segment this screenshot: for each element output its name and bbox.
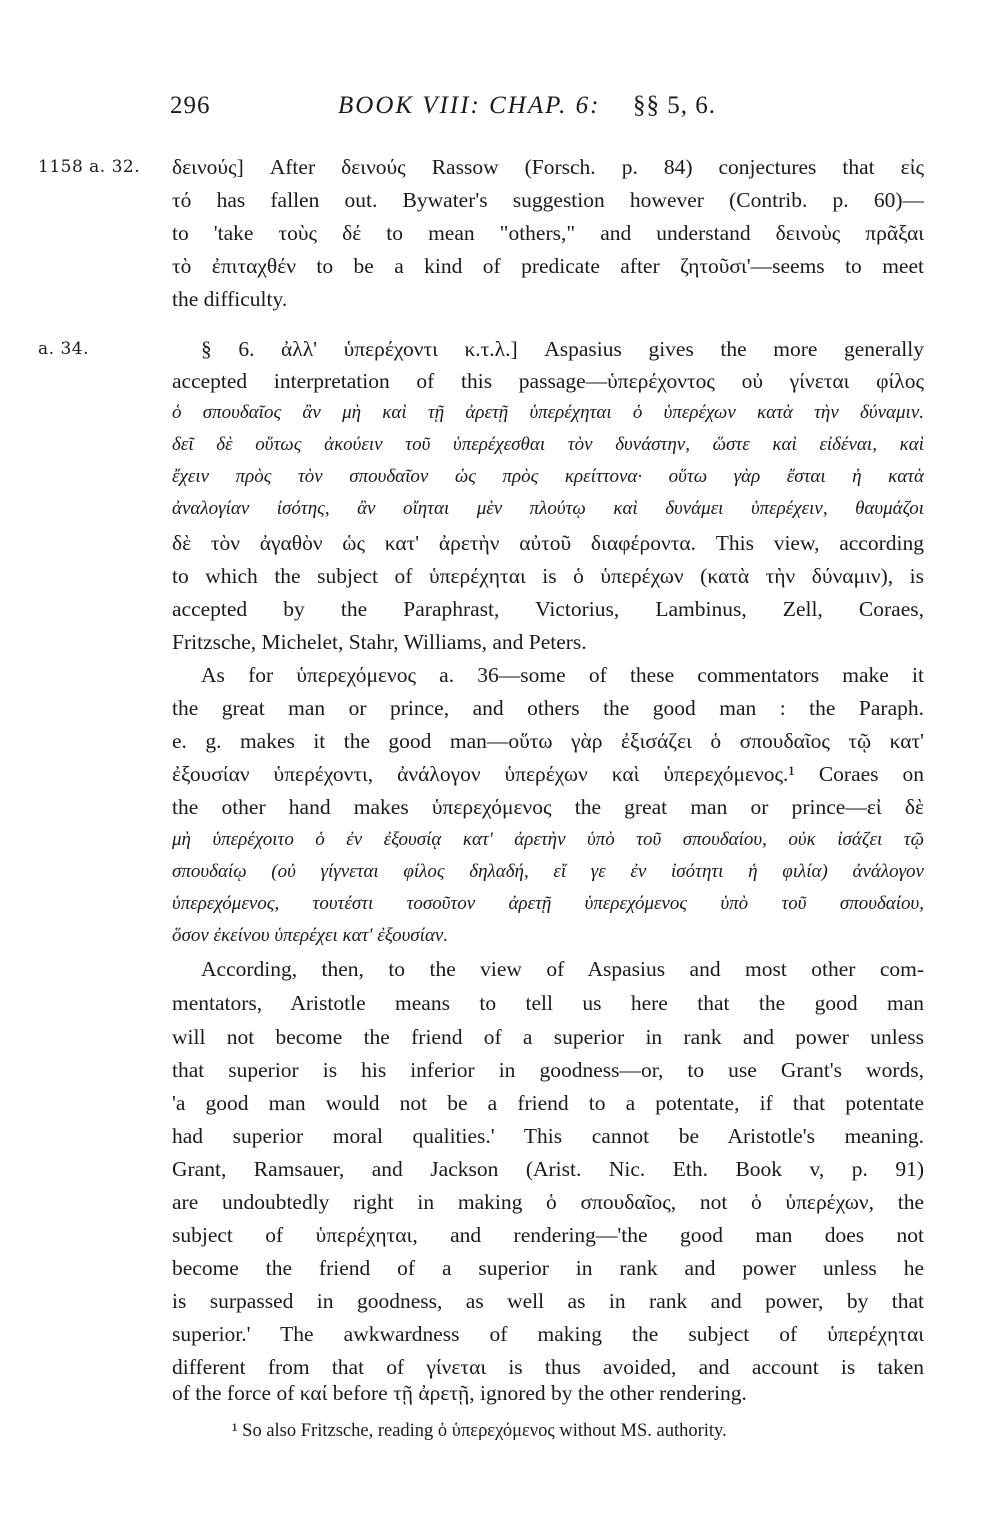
text-line: is surpassed in goodness, as well as in rank and power, by that [172,1289,924,1313]
greek-line: ἔχειν πρὸς τὸν σπουδαῖον ὡς πρὸς κρείττονα· οὕτω γὰρ ἔσται ἡ κατὰ [172,466,924,487]
text-line: will not become the friend of a superior in rank and power unless [172,1025,924,1049]
text-line: of the force of καί before τῇ ἀρετῇ, ignored by the other rendering. [172,1381,747,1405]
margin-reference: a. 34. [38,339,89,359]
greek-line: ὁ σπουδαῖος ἂν μὴ καὶ τῇ ἀρετῇ ὑπερέχηται ὁ ὑπερέχων κατὰ τὴν δύναμιν. [172,402,924,423]
text-line: that superior is his inferior in goodness—or, to use Grant's words, [172,1058,924,1082]
greek-line: δεῖ δὲ οὕτως ἀκούειν τοῦ ὑπερέχεσθαι τὸν δυνάστην, ὥστε καὶ εἰδέναι, καὶ [172,434,924,455]
text-line: 'a good man would not be a friend to a potentate, if that potentate [172,1091,924,1115]
footnote: ¹ So also Fritzsche, reading ὁ ὑπερεχόμενος without MS. authority. [232,1421,727,1441]
running-title: BOOK VIII: CHAP. 6: [338,92,601,119]
text-line: become the friend of a superior in rank and power unless he [172,1256,924,1280]
text-line: accepted interpretation of this passage—ὑπερέχοντος οὐ γίνεται φίλος [172,369,924,393]
text-line: subject of ὑπερέχηται, and rendering—'the good man does not [172,1223,924,1247]
text-line: accepted by the Paraphrast, Victorius, Lambinus, Zell, Coraes, [172,597,924,621]
greek-line: ὅσον ἐκείνου ὑπερέχει κατ' ἐξουσίαν. [172,925,449,946]
text-line: superior.' The awkwardness of making the subject of ὑπερέχηται [172,1322,924,1346]
page-number: 296 [170,92,211,119]
text-line: to which the subject of ὑπερέχηται is ὁ ὑπερέχων (κατὰ τὴν δύναμιν), is [172,564,924,588]
text-line: had superior moral qualities.' This cannot be Aristotle's meaning. [172,1124,924,1148]
greek-line: ἀναλογίαν ἰσότης, ἂν οἴηται μὲν πλούτῳ καὶ δυνάμει ὑπερέχειν, θαυμάζοι [172,498,924,519]
text-line: mentators, Aristotle means to tell us here that the good man [172,991,924,1015]
text-line: δεινούς] After δεινούς Rassow (Forsch. p. 84) conjectures that εἰς [172,155,924,179]
text-line: to 'take τοὺς δέ to mean "others," and understand δεινοὺς πρᾶξαι [172,221,924,245]
text-line: Fritzsche, Michelet, Stahr, Williams, and Peters. [172,630,587,654]
text-line: different from that of γίνεται is thus avoided, and account is taken [172,1355,924,1379]
section-marks: §§ 5, 6. [633,92,716,119]
text-line: Grant, Ramsauer, and Jackson (Arist. Nic. Eth. Book v, p. 91) [172,1157,924,1181]
text-line: τὸ ἐπιταχθέν to be a kind of predicate after ζητοῦσι'—seems to meet [172,254,924,278]
running-head [170,92,810,126]
greek-line: ὑπερεχόμενος, τουτέστι τοσοῦτον ἀρετῇ ὑπερεχόμενος ὑπὸ τοῦ σπουδαίου, [172,893,924,914]
text-line: ἐξουσίαν ὑπερέχοντι, ἀνάλογον ὑπερέχων καὶ ὑπερεχόμενος.¹ Coraes on [172,762,924,786]
margin-reference: 1158 a. 32. [38,157,141,177]
text-line: As for ὑπερεχόμενος a. 36—some of these commentators make it [201,663,924,687]
text-line: § 6. ἀλλ' ὑπερέχοντι κ.τ.λ.] Aspasius gives the more generally [201,337,924,361]
text-line: τό has fallen out. Bywater's suggestion however (Contrib. p. 60)— [172,188,924,212]
text-line: the difficulty. [172,287,288,311]
greek-line: σπουδαίῳ (οὐ γίγνεται φίλος δηλαδή, εἴ γε ἐν ἰσότητι ἡ φιλία) ἀνάλογον [172,861,924,882]
greek-line: μὴ ὑπερέχοιτο ὁ ἐν ἐξουσίᾳ κατ' ἀρετὴν ὑπὸ τοῦ σπουδαίου, οὐκ ἰσάζει τῷ [172,829,924,850]
text-line: According, then, to the view of Aspasius and most other com- [201,957,924,981]
text-line: the great man or prince, and others the good man : the Paraph. [172,696,924,720]
text-line: e. g. makes it the good man—οὕτω γὰρ ἐξισάζει ὁ σπουδαῖος τῷ κατ' [172,729,924,753]
text-line: the other hand makes ὑπερεχόμενος the great man or prince—εἰ δὲ [172,795,924,819]
text-line: are undoubtedly right in making ὁ σπουδαῖος, not ὁ ὑπερέχων, the [172,1190,924,1214]
text-line: δὲ τὸν ἀγαθὸν ὡς κατ' ἀρετὴν αὐτοῦ διαφέροντα. This view, according [172,531,924,555]
